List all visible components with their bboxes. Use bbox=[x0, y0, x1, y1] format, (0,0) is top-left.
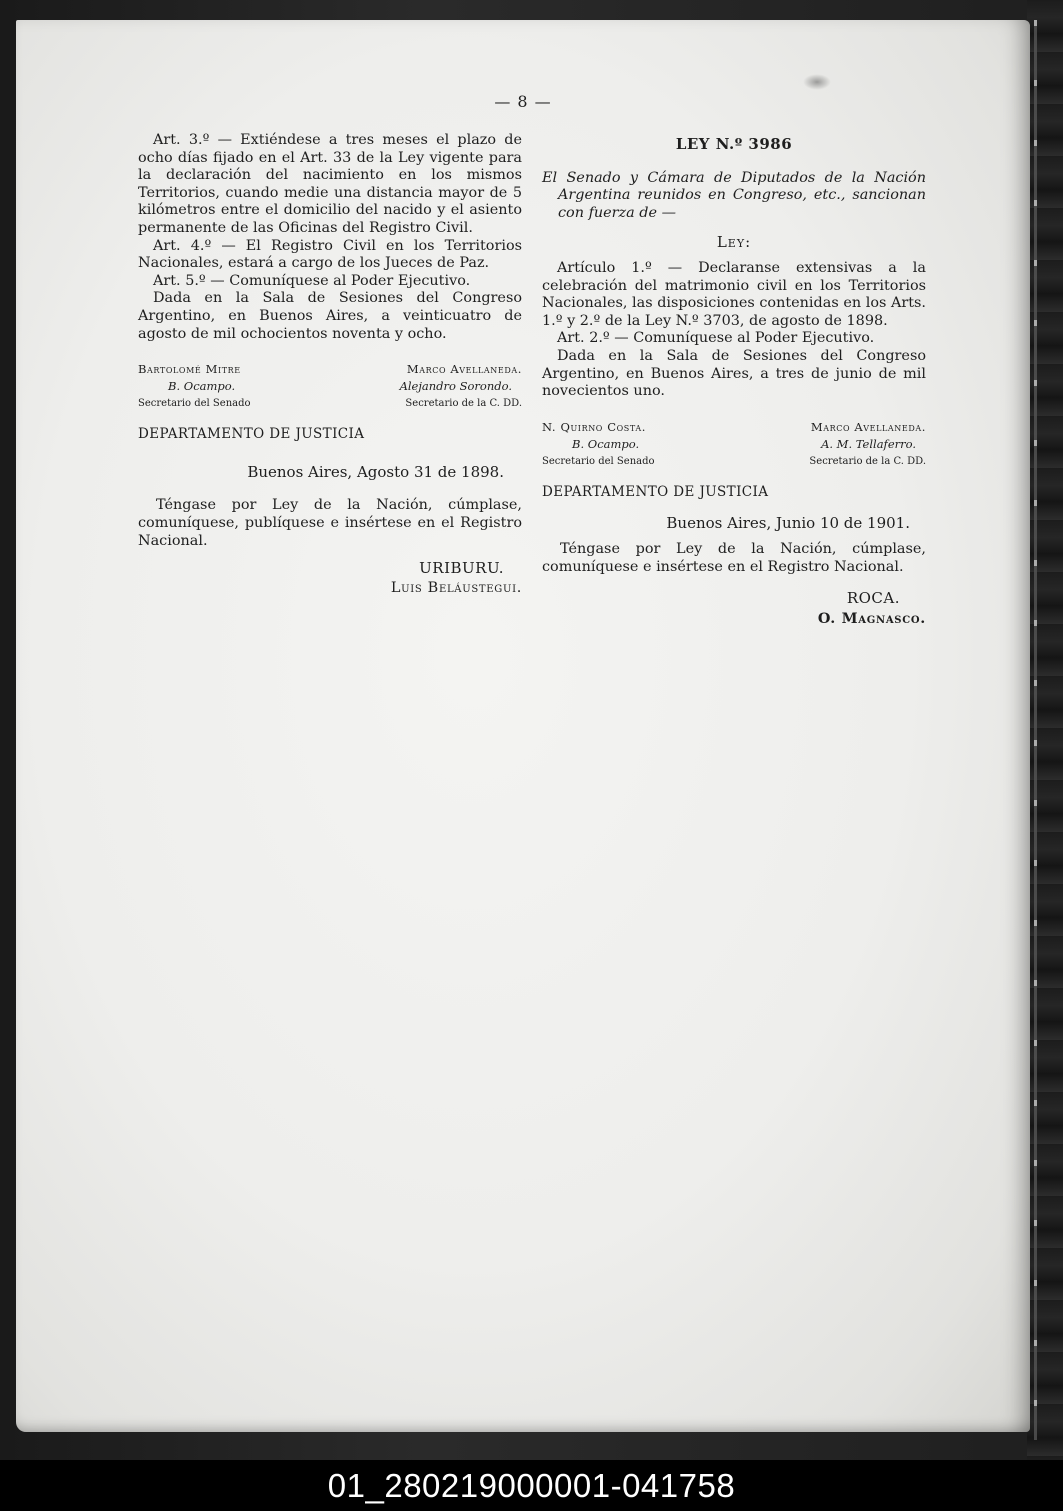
senate-secretary-role: Secretario del Senado bbox=[138, 398, 251, 410]
senate-president-name-right: N. Quirno Costa. bbox=[542, 419, 646, 434]
chamber-president-name-right: Marco Avellaneda. bbox=[810, 419, 926, 434]
chamber-signature-right bbox=[791, 419, 926, 470]
chamber-president-name: Marco Avellaneda. bbox=[406, 362, 522, 377]
chamber-secretary-role: Secretario de la C. DD. bbox=[405, 398, 522, 410]
congress-signatures bbox=[138, 361, 522, 412]
document-page bbox=[16, 20, 1030, 1432]
law-title: LEY N.º 3986 bbox=[675, 135, 793, 153]
president-signature: URIBURU. bbox=[419, 559, 504, 578]
article-5: Art. 5.º — Comuníquese al Poder Ejecutivo. bbox=[153, 272, 471, 289]
chamber-secretary-role-right: Secretario de la C. DD. bbox=[809, 455, 926, 467]
senate-signature-right bbox=[542, 419, 655, 470]
department-heading: DEPARTAMENTO DE JUSTICIA bbox=[138, 426, 365, 443]
promulgation-order: Téngase por Ley de la Nación, cúmplase, comuníquese, publíquese e insértese en el Registro Nacional. bbox=[138, 497, 522, 549]
chamber-secretary-name: Alejandro Sorondo. bbox=[399, 379, 512, 394]
left-column bbox=[138, 132, 522, 597]
chamber-secretary-name-right: A. M. Tellaferro. bbox=[821, 436, 916, 451]
right-column bbox=[542, 132, 926, 627]
ink-smudge bbox=[803, 74, 831, 90]
article-2: Art. 2.º — Comuníquese al Poder Ejecutivo. bbox=[557, 330, 875, 347]
ley-heading: Ley: bbox=[716, 233, 752, 252]
decree-date: Buenos Aires, Agosto 31 de 1898. bbox=[247, 462, 504, 481]
department-heading-right: DEPARTAMENTO DE JUSTICIA bbox=[542, 483, 769, 500]
senate-secretary-role-right: Secretario del Senado bbox=[542, 455, 655, 467]
senate-signature bbox=[138, 361, 251, 412]
minister-signature-right: O. Magnasco. bbox=[817, 609, 926, 627]
article-1: Artículo 1.º — Declaranse extensivas a la celebración del matrimonio civil en los Territorios Nacionales, las disposiciones contenidas en los Arts. 1.º y 2.º de la Ley N.º 3703, de agosto de 1898. bbox=[542, 259, 926, 329]
senate-secretary-name-right: B. Ocampo. bbox=[572, 436, 640, 451]
page-number: — 8 — bbox=[494, 92, 552, 111]
senate-president-name: Bartolomé Mitre bbox=[138, 362, 241, 377]
binding-thread bbox=[1034, 20, 1037, 1440]
chamber-signature bbox=[370, 361, 522, 412]
law-preamble: El Senado y Cámara de Diputados de la Nación Argentina reunidos en Congreso, etc., sancionan con fuerza de — bbox=[542, 169, 926, 221]
senate-secretary-name: B. Ocampo. bbox=[168, 379, 236, 394]
decree-date-right: Buenos Aires, Junio 10 de 1901. bbox=[666, 514, 910, 533]
article-3: Art. 3.º — Extiéndese a tres meses el plazo de ocho días fijado en el Art. 33 de la Ley vigente para la declaración del nacimiento en los mismos Territorios, cuando medie una distancia mayor de 5 kilómetros entre el domicilio del nacido y el asiento permanente de las Oficinas del Registro Civil. bbox=[138, 132, 522, 236]
article-4: Art. 4.º — El Registro Civil en los Territorios Nacionales, estará a cargo de los Jueces de Paz. bbox=[138, 237, 522, 272]
minister-signature: Luis Beláustegui. bbox=[390, 579, 522, 596]
enactment-clause-right: Dada en la Sala de Sesiones del Congreso Argentino, en Buenos Aires, a tres de junio de mil novecientos uno. bbox=[542, 347, 926, 400]
promulgation-order-right: Téngase por Ley de la Nación, cúmplase, comuníquese e insértese en el Registro Nacional. bbox=[542, 540, 926, 575]
enactment-clause: Dada en la Sala de Sesiones del Congreso Argentino, en Buenos Aires, a veinticuatro de agosto de mil ochocientos noventa y ocho. bbox=[138, 290, 522, 342]
congress-signatures-right bbox=[542, 419, 926, 470]
president-signature-right: ROCA. bbox=[846, 589, 900, 608]
image-caption: 01_280219000001-041758 bbox=[0, 1460, 1063, 1511]
book-binding bbox=[1027, 0, 1063, 1460]
